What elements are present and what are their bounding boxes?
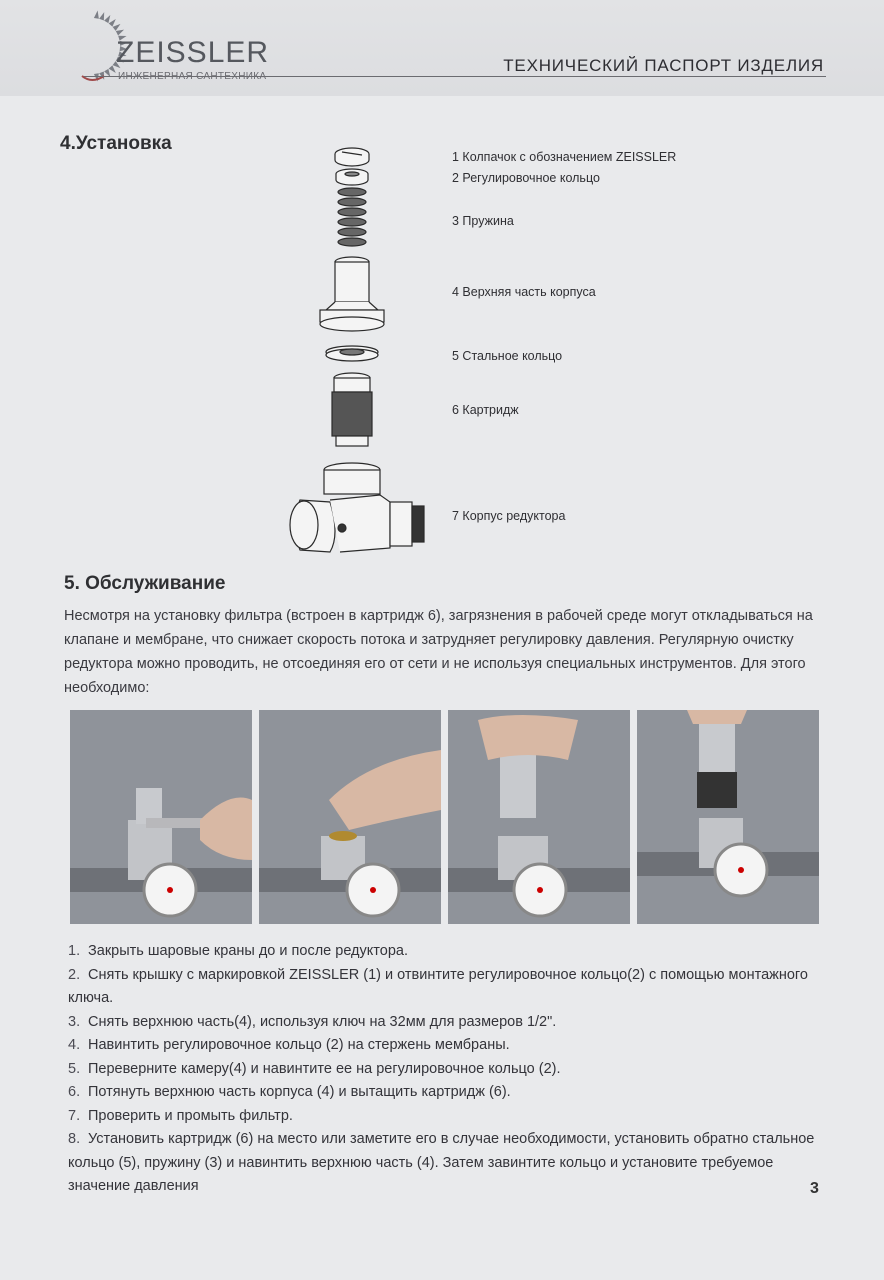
list-item: 8. Установить картридж (6) на место или заметите его в случае необходимости, установить обратно стальное кольцо (5), пружину (3) и навинтить верхнюю часть (4). Затем завинтите кольцо и установите требуемое значение давления: [68, 1131, 815, 1194]
section-title-install: 4.Установка: [60, 133, 172, 154]
part-label-steel-ring: 5 Стальное кольцо: [452, 349, 563, 363]
section-title-service: 5. Обслуживание: [64, 573, 226, 594]
page-number: 3: [810, 1180, 819, 1197]
list-item: 3. Снять верхнюю часть(4), используя ключ на 32мм для размеров 1/2".: [68, 1013, 557, 1030]
header-divider: [84, 76, 826, 77]
part-label-reducer-body: 7 Корпус редуктора: [452, 509, 566, 523]
service-photo-strip: [70, 710, 822, 926]
brand-name: ZEISSLER: [116, 36, 270, 69]
document-title: ТЕХНИЧЕСКИЙ ПАСПОРТ ИЗДЕЛИЯ: [503, 56, 824, 75]
service-intro-paragraph: Несмотря на установку фильтра (встроен в картридж 6), загрязнения в рабочей среде могут откладываться на клапане и мембране, что снижает скорость потока и затрудняет регулировку давления. Регулярную очистку редуктора можно проводить, не отсоединяя его от сети и не используя специальных инструментов. Для этого необходимо:: [64, 608, 813, 696]
exploded-view-diagram: [280, 140, 440, 570]
list-item: 6. Потянуть верхнюю часть корпуса (4) и вытащить картридж (6).: [68, 1084, 511, 1100]
list-item: 5. Переверните камеру(4) и навинтите ее на регулировочное кольцо (2).: [68, 1060, 561, 1077]
list-item: 2. Снять крышку с маркировкой ZEISSLER (1) и отвинтите регулировочное кольцо(2) с помощью монтажного ключа.: [68, 966, 808, 1006]
part-label-adjusting-ring: 2 Регулировочное кольцо: [452, 171, 600, 185]
part-label-cartridge: 6 Картридж: [452, 403, 519, 417]
service-photo-step-3: [448, 710, 630, 924]
service-photo-step-4: [637, 710, 819, 924]
part-label-cap: 1 Колпачок с обозначением ZEISSLER: [452, 150, 677, 164]
page-header: [0, 0, 884, 96]
part-label-upper-housing: 4 Верхняя часть корпуса: [452, 285, 596, 299]
service-photo-step-2: [259, 710, 441, 924]
service-photo-step-1: [70, 710, 252, 924]
service-steps-list: [68, 940, 838, 1199]
list-item: 1. Закрыть шаровые краны до и после редуктора.: [68, 943, 408, 959]
list-item: 7. Проверить и промыть фильтр.: [68, 1107, 293, 1124]
part-label-spring: 3 Пружина: [452, 214, 514, 228]
list-item: 4. Навинтить регулировочное кольцо (2) на стержень мембраны.: [68, 1037, 510, 1053]
